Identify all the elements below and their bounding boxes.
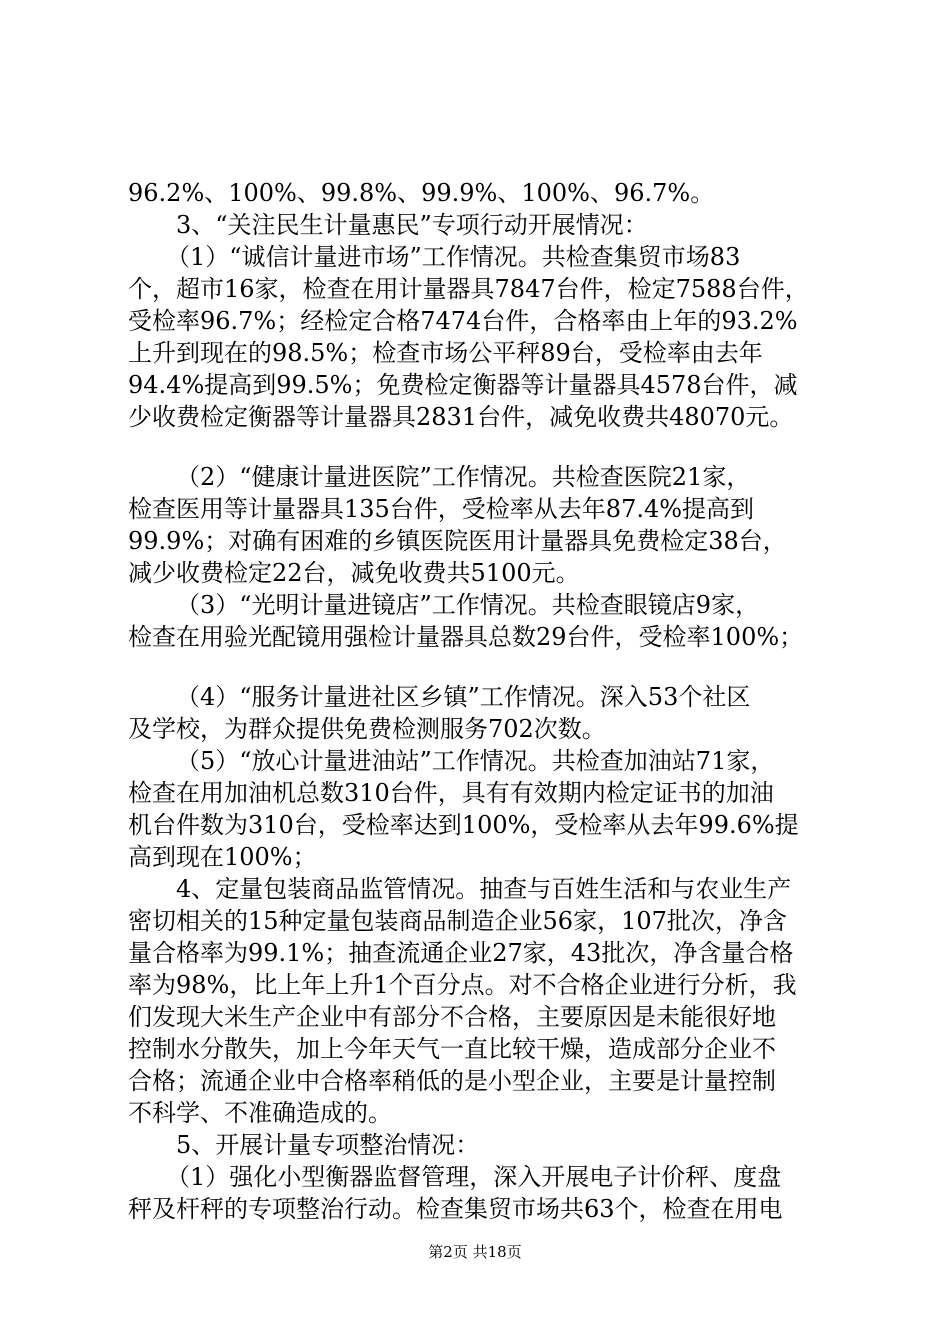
- paragraph-line: （3）“光明计量进镜店”工作情况。共检查眼镜店9家，: [176, 591, 760, 619]
- paragraph-line: 94.4%提高到99.5%；免费检定衡器等计量器具4578台件，减: [128, 371, 798, 399]
- paragraph-line: 秤及杆秤的专项整治行动。检查集贸市场共63个，检查在用电: [128, 1195, 783, 1223]
- paragraph-line: 量合格率为99.1%；抽查流通企业27家，43批次，净含量合格: [128, 939, 794, 967]
- paragraph-line: 机台件数为310台，受检率达到100%，受检率从去年99.6%提: [128, 811, 799, 839]
- page-footer: 第2页 共18页: [428, 1243, 522, 1261]
- paragraph-line: 检查医用等计量器具135台件，受检率从去年87.4%提高到: [128, 495, 755, 523]
- paragraph-line: 上升到现在的98.5%；检查市场公平秤89台，受检率由去年: [128, 339, 763, 367]
- text-line: 96.2%、100%、99.8%、99.9%、100%、96.7%。: [128, 179, 715, 207]
- paragraph-line: 高到现在100%；: [128, 843, 317, 871]
- paragraph-line: 受检率96.7%；经检定合格7474台件，合格率由上年的93.2%: [128, 307, 798, 335]
- paragraph-line: （1）强化小型衡器监督管理，深入开展电子计价秤、度盘: [166, 1163, 782, 1191]
- paragraph-line: （4）“服务计量进社区乡镇”工作情况。深入53个社区: [176, 683, 751, 711]
- paragraph-line: 99.9%；对确有困难的乡镇医院医用计量器具免费检定38台，: [128, 527, 787, 555]
- paragraph-line: （1）“诚信计量进市场”工作情况。共检查集贸市场83: [166, 243, 741, 271]
- section-heading: 4、定量包装商品监管情况。抽查与百姓生活和与农业生产: [176, 875, 792, 903]
- paragraph-line: 减少收费检定22台，减免收费共5100元。: [128, 559, 580, 587]
- paragraph-line: 不科学、不准确造成的。: [128, 1099, 392, 1127]
- section-heading: 5、开展计量专项整治情况：: [176, 1131, 480, 1159]
- paragraph-line: 少收费检定衡器等计量器具2831台件，减免收费共48070元。: [128, 403, 794, 431]
- section-heading: 3、“关注民生计量惠民”专项行动开展情况：: [176, 211, 648, 239]
- paragraph-line: 检查在用加油机总数310台件，具有有效期内检定证书的加油: [128, 779, 774, 807]
- paragraph-line: 率为98%，比上年上升1个百分点。对不合格企业进行分析，我: [128, 971, 797, 999]
- paragraph-line: 个，超市16家，检查在用计量器具7847台件，检定7588台件，: [128, 275, 809, 303]
- paragraph-line: 合格；流通企业中合格率稍低的是小型企业，主要是计量控制: [128, 1067, 776, 1095]
- paragraph-line: 密切相关的15种定量包装商品制造企业56家，107批次，净含: [128, 907, 787, 935]
- paragraph-line: 控制水分散失，加上今年天气一直比较干燥，造成部分企业不: [128, 1035, 776, 1063]
- paragraph-line: （2）“健康计量进医院”工作情况。共检查医院21家，: [176, 463, 751, 491]
- paragraph-line: 检查在用验光配镜用强检计量器具总数29台件，受检率100%；: [128, 623, 804, 651]
- paragraph-line: 们发现大米生产企业中有部分不合格，主要原因是未能很好地: [128, 1003, 776, 1031]
- paragraph-line: 及学校，为群众提供免费检测服务702次数。: [128, 715, 606, 743]
- paragraph-line: （5）“放心计量进油站”工作情况。共检查加油站71家，: [176, 747, 775, 775]
